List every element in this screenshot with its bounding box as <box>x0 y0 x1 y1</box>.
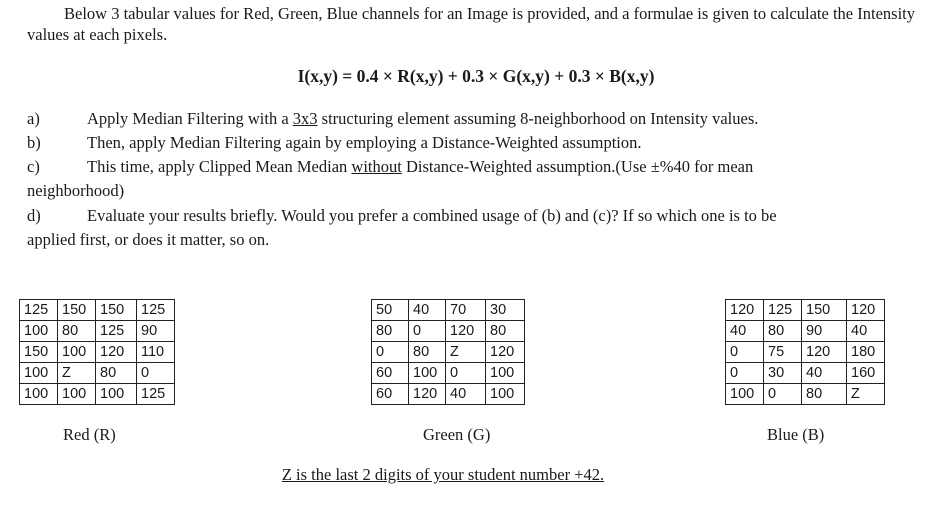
table-row <box>726 321 885 342</box>
green-cell: 0 <box>409 321 446 342</box>
red-cell: 100 <box>96 384 137 405</box>
table-row <box>20 384 175 405</box>
table-row <box>726 300 885 321</box>
red-cell: 100 <box>58 342 96 363</box>
green-cell: 30 <box>486 300 525 321</box>
red-cell: 120 <box>96 342 137 363</box>
green-channel-table <box>371 299 525 405</box>
question-d-label: d) <box>27 206 41 225</box>
red-cell: 80 <box>58 321 96 342</box>
blue-cell: 75 <box>764 342 802 363</box>
question-d-text: Evaluate your results briefly. Would you prefer a combined usage of (b) and (c)? If so which one is to be <box>87 206 777 225</box>
green-cell: 80 <box>372 321 409 342</box>
question-d-continuation: applied first, or does it matter, so on. <box>27 230 270 249</box>
blue-cell: 30 <box>764 363 802 384</box>
green-cell: 70 <box>446 300 486 321</box>
green-cell: 60 <box>372 384 409 405</box>
green-cell: 80 <box>486 321 525 342</box>
green-cell: 40 <box>446 384 486 405</box>
table-row <box>20 363 175 384</box>
green-cell: 0 <box>446 363 486 384</box>
question-c-underlined: without <box>351 157 402 176</box>
question-b <box>27 131 917 155</box>
red-cell: 150 <box>96 300 137 321</box>
question-c-continuation: neighborhood) <box>27 181 125 200</box>
table-row <box>372 300 525 321</box>
red-cell: 100 <box>58 384 96 405</box>
green-cell: 60 <box>372 363 409 384</box>
red-cell: 80 <box>96 363 137 384</box>
table-row <box>372 384 525 405</box>
table-row <box>372 363 525 384</box>
blue-cell: 180 <box>847 342 885 363</box>
table-row <box>20 321 175 342</box>
red-cell: 100 <box>20 363 58 384</box>
blue-caption: Blue (B) <box>767 425 825 444</box>
green-cell: 120 <box>409 384 446 405</box>
blue-cell: 150 <box>802 300 847 321</box>
blue-cell: 80 <box>764 321 802 342</box>
blue-cell: 0 <box>726 342 764 363</box>
green-cell: Z <box>446 342 486 363</box>
red-channel-table <box>19 299 175 405</box>
red-cell: 110 <box>137 342 175 363</box>
red-cell: 0 <box>137 363 175 384</box>
green-cell: 100 <box>486 363 525 384</box>
blue-cell: 40 <box>802 363 847 384</box>
blue-cell: 100 <box>726 384 764 405</box>
table-row <box>20 342 175 363</box>
blue-cell: 120 <box>726 300 764 321</box>
table-row <box>726 342 885 363</box>
z-note-text: Z is the last 2 digits of your student number +42. <box>281 465 605 484</box>
blue-cell: 80 <box>802 384 847 405</box>
question-c-text-pre: This time, apply Clipped Mean Median <box>87 157 352 176</box>
question-a <box>27 107 917 131</box>
red-cell: 125 <box>137 300 175 321</box>
blue-cell: 40 <box>726 321 764 342</box>
green-cell: 80 <box>409 342 446 363</box>
green-caption: Green (G) <box>423 425 491 444</box>
question-c-label: c) <box>27 157 40 176</box>
blue-cell: 120 <box>802 342 847 363</box>
intro-paragraph: Below 3 tabular values for Red, Green, Blue channels for an Image is provided, and a formulae is given to calculate the Intensity values at each pixels. <box>27 4 915 44</box>
red-cell: 125 <box>96 321 137 342</box>
green-cell: 120 <box>486 342 525 363</box>
blue-cell: 160 <box>847 363 885 384</box>
blue-cell: Z <box>847 384 885 405</box>
green-cell: 100 <box>486 384 525 405</box>
question-c <box>27 155 917 203</box>
blue-cell: 90 <box>802 321 847 342</box>
blue-channel-table <box>725 299 885 405</box>
question-a-text-pre: Apply Median Filtering with a <box>87 109 293 128</box>
blue-cell: 120 <box>847 300 885 321</box>
red-cell: 125 <box>20 300 58 321</box>
question-a-underlined: 3x3 <box>292 109 318 128</box>
blue-cell: 0 <box>764 384 802 405</box>
green-cell: 100 <box>409 363 446 384</box>
green-cell: 0 <box>372 342 409 363</box>
green-cell: 40 <box>409 300 446 321</box>
question-a-text-post: structuring element assuming 8-neighborhood on Intensity values. <box>317 109 759 128</box>
question-b-label: b) <box>27 133 41 152</box>
blue-cell: 40 <box>847 321 885 342</box>
table-row <box>372 342 525 363</box>
table-row <box>372 321 525 342</box>
question-c-text-post: Distance-Weighted assumption.(Use ±%40 for mean <box>401 157 754 176</box>
green-cell: 50 <box>372 300 409 321</box>
question-d <box>27 204 917 252</box>
red-cell: 125 <box>137 384 175 405</box>
blue-cell: 125 <box>764 300 802 321</box>
question-a-label: a) <box>27 109 40 128</box>
table-row <box>726 363 885 384</box>
red-cell: 150 <box>58 300 96 321</box>
green-cell: 120 <box>446 321 486 342</box>
table-row <box>726 384 885 405</box>
z-note <box>0 465 886 485</box>
red-cell: 100 <box>20 384 58 405</box>
table-row <box>20 300 175 321</box>
question-b-text: Then, apply Median Filtering again by employing a Distance-Weighted assumption. <box>87 133 642 152</box>
blue-cell: 0 <box>726 363 764 384</box>
red-caption: Red (R) <box>63 425 116 444</box>
red-cell: Z <box>58 363 96 384</box>
intensity-formula: I(x,y) = 0.4 × R(x,y) + 0.3 × G(x,y) + 0.3 × B(x,y) <box>297 66 655 86</box>
red-cell: 150 <box>20 342 58 363</box>
red-cell: 100 <box>20 321 58 342</box>
red-cell: 90 <box>137 321 175 342</box>
